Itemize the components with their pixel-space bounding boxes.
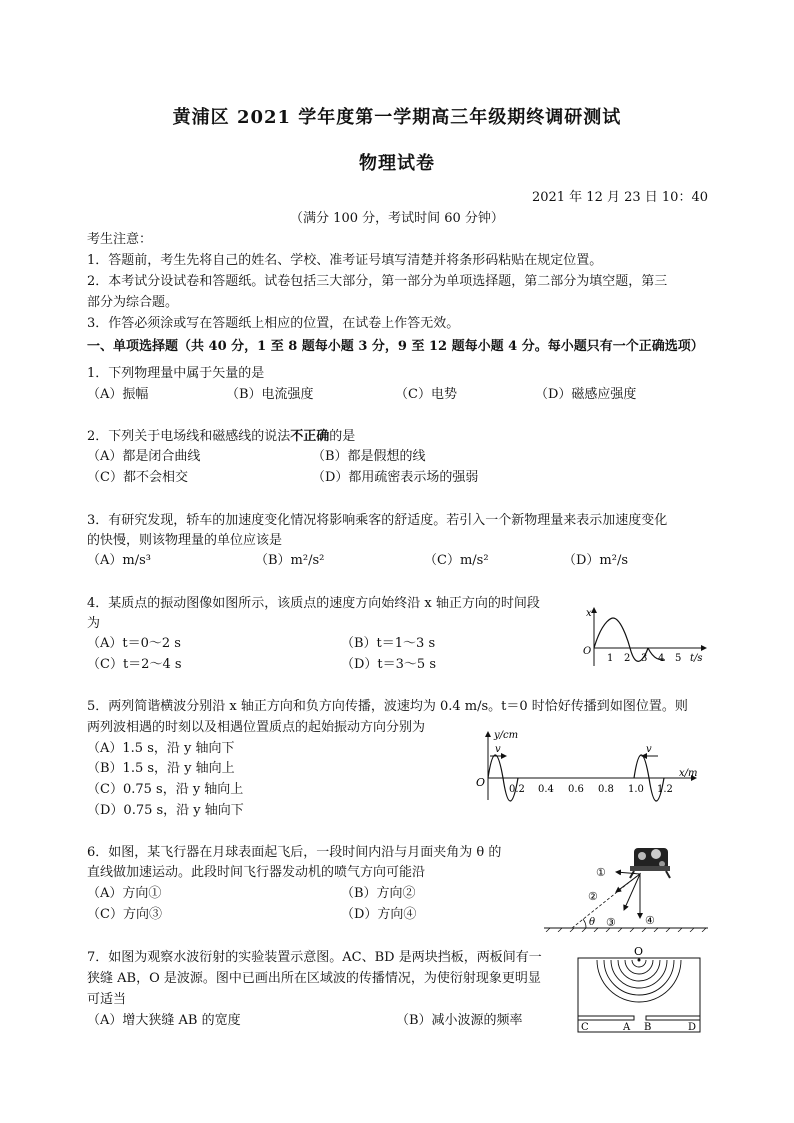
q2-stem-c: 的是 (329, 429, 356, 444)
q7-stem-2: 狭缝 AB，O 是波源。图中已画出所在区域波的传播情况，为使衍射现象更明显 (87, 971, 541, 986)
q2-option-b: （B）都是假想的线 (312, 449, 426, 464)
q5-x-label: x/m (679, 768, 698, 779)
q7-wavefronts (597, 960, 681, 1002)
q4-stem-1: 4．某质点的振动图像如图所示，该质点的速度方向始终沿 x 轴正方向的时间段 (87, 596, 540, 611)
q4-tick-3: 3 (641, 653, 648, 664)
q6-label-2: ② (588, 890, 598, 903)
section-1-heading: 一、单项选择题（共 40 分，1 至 8 题每小题 3 分，9 至 12 题每小题 4 分。每小题只有一个正确选项） (87, 339, 704, 354)
q6-direction-1-arrow (616, 872, 640, 874)
q7-label-a: A (623, 1022, 631, 1033)
q1-option-d: （D）磁感应强度 (535, 387, 637, 402)
notice-title: 考生注意： (87, 232, 153, 247)
q7-barrier-bd (646, 1016, 700, 1020)
q7-stem-1: 7．如图为观察水波衍射的实验装置示意图。AC、BD 是两块挡板，两板间有一 (87, 950, 542, 965)
q4-x-label: x (586, 608, 592, 619)
q5-v-right: v (646, 744, 652, 755)
q5-stem-2: 两列波相遇的时刻以及相遇位置质点的起始振动方向分别为 (87, 720, 426, 735)
q5-tick-4: 0.8 (598, 784, 614, 795)
q5-option-c: （C）0.75 s，沿 y 轴向上 (87, 782, 244, 797)
q2-stem-a: 2．下列关于电场线和磁感线的说法 (87, 429, 291, 444)
q4-option-a: （A）t＝0～2 s (87, 636, 181, 651)
q4-option-d: （D）t＝3～5 s (341, 657, 436, 672)
exam-datetime: 2021 年 12 月 23 日 10：40 (531, 190, 708, 205)
q2-stem-emphasis: 不正确 (290, 429, 330, 444)
q4-tick-2: 2 (624, 653, 631, 664)
q4-origin: O (583, 646, 592, 657)
q4-tick-5: 5 (675, 653, 682, 664)
q2-option-a: （A）都是闭合曲线 (87, 449, 201, 464)
exam-duration: （满分 100 分，考试时间 60 分钟） (290, 211, 504, 226)
q6-angle-arc (583, 919, 586, 928)
q5-option-b: （B）1.5 s，沿 y 轴向上 (87, 761, 235, 776)
q6-spacecraft-figure (542, 836, 710, 932)
q3-stem-2: 的快慢，则该物理量的单位应该是 (87, 533, 283, 548)
q7-wave-source (638, 959, 641, 962)
q7-option-a: （A）增大狭缝 AB 的宽度 (87, 1013, 241, 1028)
q2-stem (87, 425, 355, 444)
q1-option-a: （A）振幅 (87, 387, 149, 402)
notice-2-cont: 部分为综合题。 (87, 295, 179, 310)
q5-v-left: v (495, 744, 501, 755)
q5-origin: O (476, 776, 486, 789)
notice-1: 1．答题前，考生先将自己的姓名、学校、准考证号填写清楚并将条形码粘贴在规定位置。 (87, 253, 603, 268)
q7-option-b: （B）减小波源的频率 (396, 1013, 523, 1028)
q4-tick-4: 4 (658, 653, 665, 664)
q6-theta: θ (589, 917, 596, 928)
q7-label-d: D (688, 1022, 697, 1033)
q5-tick-6: 1.2 (657, 784, 673, 795)
q5-tick-1: 0.2 (509, 784, 525, 795)
q6-option-b: （B）方向② (341, 886, 416, 901)
q5-tick-2: 0.4 (538, 784, 554, 795)
q2-option-d: （D）都用疏密表示场的强弱 (312, 470, 479, 485)
q2-option-c: （C）都不会相交 (87, 470, 188, 485)
q6-stem-1: 6．如图，某飞行器在月球表面起飞后，一段时间内沿与月面夹角为 θ 的 (87, 845, 502, 860)
q1-option-c: （C）电势 (395, 387, 457, 402)
q5-tick-5: 1.0 (628, 784, 644, 795)
q7-diffraction-figure (576, 942, 704, 1034)
q3-option-b: （B）m²/s² (255, 553, 325, 568)
q7-label-c: C (581, 1022, 589, 1033)
q4-t-label: t/s (690, 653, 703, 664)
q4-vibration-graph (578, 604, 712, 668)
q6-label-3: ③ (606, 916, 616, 929)
q6-label-4: ④ (645, 914, 655, 927)
q5-option-d: （D）0.75 s，沿 y 轴向下 (87, 803, 244, 818)
q6-option-a: （A）方向① (87, 886, 162, 901)
q5-stem-1: 5．两列简谐横波分别沿 x 轴正方向和负方向传播，波速均为 0.4 m/s。t＝0 时恰好传播到如图位置。则 (87, 699, 688, 714)
q3-stem-1: 3．有研究发现，轿车的加速度变化情况将影响乘客的舒适度。若引入一个新物理量来表示加速度变化 (87, 513, 668, 528)
q1-stem: 1．下列物理量中属于矢量的是 (87, 366, 265, 381)
q3-option-d: （D）m²/s (563, 553, 629, 568)
q6-label-1: ① (596, 866, 606, 879)
q5-option-a: （A）1.5 s，沿 y 轴向下 (87, 741, 235, 756)
q5-tick-3: 0.6 (568, 784, 584, 795)
q4-option-b: （B）t＝1～3 s (341, 636, 436, 651)
q6-option-c: （C）方向③ (87, 907, 162, 922)
q6-stem-2: 直线做加速运动。此段时间飞行器发动机的喷气方向可能沿 (87, 865, 426, 880)
q1-option-b: （B）电流强度 (226, 387, 314, 402)
q7-label-b: B (644, 1022, 652, 1033)
q7-barrier-ac (578, 1016, 634, 1020)
exam-subtitle: 物理试卷 (359, 153, 435, 174)
q5-y-label: y/cm (494, 730, 519, 741)
q4-stem-2: 为 (87, 616, 101, 631)
notice-2: 2．本考试分设试卷和答题纸。试卷包括三大部分，第一部分为单项选择题，第二部分为填空题，第三 (87, 274, 668, 289)
q3-option-a: （A）m/s³ (87, 553, 151, 568)
q6-option-d: （D）方向④ (341, 907, 417, 922)
q4-tick-1: 1 (607, 653, 614, 664)
exam-title: 黄浦区 2021 学年度第一学期高三年级期终调研测试 (172, 107, 622, 128)
q7-stem-3: 可适当 (87, 992, 127, 1007)
q3-option-c: （C）m/s² (424, 553, 489, 568)
q5-wave-graph (474, 728, 700, 804)
q4-option-c: （C）t＝2～4 s (87, 657, 182, 672)
q7-label-o: O (634, 945, 644, 958)
notice-3: 3．作答必须涂或写在答题纸上相应的位置，在试卷上作答无效。 (87, 316, 460, 331)
q6-surface-hatch (546, 928, 706, 932)
